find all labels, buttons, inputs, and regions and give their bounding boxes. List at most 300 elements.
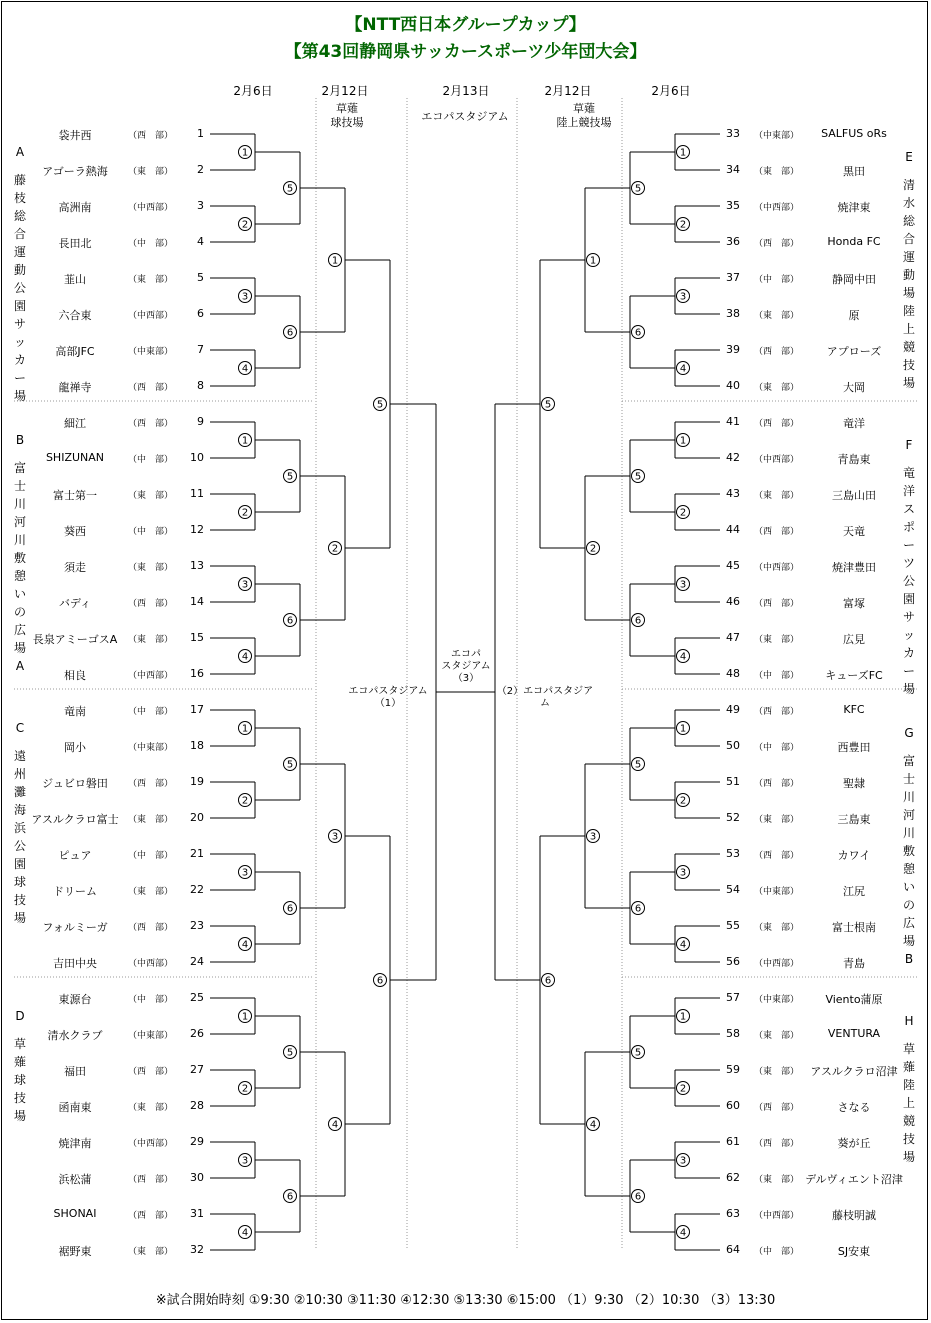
svg-text:5: 5 (286, 471, 294, 483)
svg-text:6: 6 (634, 615, 642, 627)
team-region: （東 部） (754, 1031, 800, 1041)
team-region: （西 部） (128, 1211, 174, 1221)
kickoff-times-note: ※試合開始時刻 ①9:30 ②10:30 ③11:30 ④12:30 ⑤13:30 ⑥15:00 （1）9:30 （2）10:30 （3）13:30 (155, 1293, 776, 1308)
team-name: ピュア (58, 849, 92, 862)
team-seed: 18 (190, 739, 204, 752)
team-name: 葵西 (64, 525, 86, 538)
team-seed: 48 (726, 667, 740, 680)
team-name: Honda FC (827, 235, 881, 248)
team-region: （西 部） (754, 419, 800, 429)
team-region: （西 部） (128, 1175, 174, 1185)
team-seed: 35 (726, 199, 740, 212)
team-name: アゴーラ熱海 (42, 165, 108, 178)
svg-text:2: 2 (679, 219, 687, 231)
team-region: （東 部） (128, 167, 174, 177)
team-seed: 19 (190, 775, 204, 788)
team-seed: 2 (197, 163, 204, 176)
team-seed: 6 (197, 307, 204, 320)
svg-text:5: 5 (634, 1047, 642, 1059)
svg-text:2: 2 (589, 543, 597, 555)
group-letter: E (905, 150, 913, 164)
group-venue: 富士川河川敷憩いの広場A (13, 461, 26, 673)
team-region: （中 部） (128, 239, 174, 249)
team-name: 三島山田 (832, 489, 876, 502)
team-seed: 30 (190, 1171, 204, 1184)
team-region: （西 部） (754, 347, 800, 357)
team-name: 六合東 (58, 309, 92, 322)
right-r1-match-mark (677, 146, 690, 159)
svg-text:3: 3 (679, 1155, 687, 1167)
left-r1-match-mark (239, 866, 252, 879)
left-r1-match-mark (239, 938, 252, 951)
team-seed: 46 (726, 595, 740, 608)
team-region: （東 部） (754, 311, 800, 321)
right-r2-match-mark (632, 614, 645, 627)
team-seed: 26 (190, 1027, 204, 1040)
team-name: 江尻 (843, 885, 865, 898)
team-name: 三島東 (837, 813, 871, 826)
team-region: （東 部） (128, 887, 174, 897)
team-seed: 43 (726, 487, 740, 500)
team-seed: 58 (726, 1027, 740, 1040)
team-region: （東 部） (128, 491, 174, 501)
team-seed: 8 (197, 379, 204, 392)
team-region: （中西部） (128, 1139, 174, 1149)
right-r1-match-mark (677, 794, 690, 807)
tournament-sponsor-title: 【NTT西日本グループカップ】 (345, 15, 586, 35)
team-name: 青島 (843, 957, 865, 970)
date-right-round1: 2月6日 (651, 84, 691, 98)
team-seed: 23 (190, 919, 204, 932)
svg-text:5: 5 (286, 183, 294, 195)
team-seed: 14 (190, 595, 204, 608)
svg-text:4: 4 (241, 651, 249, 663)
svg-text:3: 3 (679, 867, 687, 879)
team-seed: 59 (726, 1063, 740, 1076)
left-r2-match-mark (284, 1046, 297, 1059)
team-name: 龍禅寺 (58, 381, 92, 394)
right-r1-match-mark (677, 578, 690, 591)
team-region: （西 部） (128, 923, 174, 933)
team-name: SJ安東 (837, 1245, 871, 1258)
right-r3-match-mark (587, 830, 600, 843)
team-name: 福田 (64, 1065, 86, 1078)
left-r2-match-mark (284, 182, 297, 195)
team-region: （東 部） (754, 167, 800, 177)
team-region: （中 部） (754, 743, 800, 753)
left-r4-match-mark (374, 398, 387, 411)
team-seed: 37 (726, 271, 740, 284)
team-name: 静岡中田 (832, 273, 876, 286)
team-region: （東 部） (128, 275, 174, 285)
team-name: 富士第一 (53, 489, 97, 502)
team-region: （東 部） (754, 491, 800, 501)
team-seed: 41 (726, 415, 740, 428)
svg-text:4: 4 (241, 939, 249, 951)
team-seed: 4 (197, 235, 204, 248)
left-r2-match-mark (284, 470, 297, 483)
svg-text:1: 1 (241, 723, 249, 735)
team-name: 高洲南 (58, 201, 92, 214)
team-region: （西 部） (754, 1139, 800, 1149)
team-seed: 56 (726, 955, 740, 968)
team-seed: 31 (190, 1207, 204, 1220)
svg-text:3: 3 (589, 831, 597, 843)
team-region: （中東部） (754, 887, 800, 897)
group-letter: H (904, 1014, 914, 1028)
team-name: KFC (843, 703, 865, 716)
right-r2-match-mark (632, 1046, 645, 1059)
team-name: 高部JFC (55, 345, 95, 358)
team-name: 竜南 (64, 705, 86, 718)
team-seed: 64 (726, 1243, 740, 1256)
team-seed: 53 (726, 847, 740, 860)
right-r4-match-mark (542, 974, 555, 987)
team-seed: 42 (726, 451, 740, 464)
team-region: （中東部） (128, 347, 174, 357)
left-r2-match-mark (284, 614, 297, 627)
team-seed: 16 (190, 667, 204, 680)
svg-text:6: 6 (634, 903, 642, 915)
team-region: （西 部） (128, 599, 174, 609)
svg-text:4: 4 (331, 1119, 339, 1131)
team-seed: 57 (726, 991, 740, 1004)
team-seed: 49 (726, 703, 740, 716)
final-right-label: （2）エコパスタジアム (496, 686, 594, 709)
left-r3-match-mark (329, 1118, 342, 1131)
team-name: カワイ (837, 849, 871, 862)
svg-text:3: 3 (241, 579, 249, 591)
team-region: （西 部） (128, 419, 174, 429)
team-name: 天竜 (843, 525, 865, 538)
team-name: 富士根南 (832, 921, 876, 934)
group-letter: F (905, 438, 913, 452)
team-region: （東 部） (754, 815, 800, 825)
svg-text:6: 6 (286, 903, 294, 915)
team-name: アスルクラロ富士 (31, 813, 119, 826)
left-r1-match-mark (239, 434, 252, 447)
svg-text:2: 2 (331, 543, 339, 555)
svg-text:3: 3 (241, 291, 249, 303)
svg-text:6: 6 (286, 327, 294, 339)
team-region: （中東部） (754, 131, 800, 141)
team-region: （中 部） (128, 527, 174, 537)
svg-text:2: 2 (679, 507, 687, 519)
right-r1-match-mark (677, 506, 690, 519)
left-r3-match-mark (329, 542, 342, 555)
right-r4-match-mark (542, 398, 555, 411)
team-seed: 22 (190, 883, 204, 896)
team-seed: 3 (197, 199, 204, 212)
svg-text:5: 5 (286, 759, 294, 771)
team-name: バディ (58, 597, 92, 610)
team-seed: 38 (726, 307, 740, 320)
right-r1-match-mark (677, 938, 690, 951)
team-region: （西 部） (128, 131, 174, 141)
team-region: （中西部） (128, 203, 174, 213)
team-region: （中西部） (754, 959, 800, 969)
group-venue: 藤枝総合運動公園サッカー場 (13, 173, 26, 403)
team-name: アプローズ (826, 345, 882, 358)
left-r2-match-mark (284, 758, 297, 771)
left-r1-match-mark (239, 650, 252, 663)
group-letter: A (15, 145, 25, 159)
team-name: 富塚 (843, 597, 865, 610)
group-venue: 草薙陸上競技場 (902, 1042, 915, 1164)
left-r1-match-mark (239, 1226, 252, 1239)
svg-text:1: 1 (679, 435, 687, 447)
team-seed: 25 (190, 991, 204, 1004)
svg-text:1: 1 (589, 255, 597, 267)
team-region: （中 部） (754, 1247, 800, 1257)
team-seed: 55 (726, 919, 740, 932)
tournament-title: 【第43回静岡県サッカースポーツ少年団大会】 (284, 42, 647, 62)
svg-text:4: 4 (679, 363, 687, 375)
left-r1-match-mark (239, 218, 252, 231)
left-r1-match-mark (239, 362, 252, 375)
left-r3-match-mark (329, 254, 342, 267)
right-r1-match-mark (677, 722, 690, 735)
group-letter: B (15, 433, 25, 447)
team-seed: 61 (726, 1135, 740, 1148)
team-seed: 20 (190, 811, 204, 824)
team-name: アスルクラロ沼津 (810, 1065, 898, 1078)
right-r2-match-mark (632, 902, 645, 915)
svg-text:6: 6 (544, 975, 552, 987)
right-r1-match-mark (677, 362, 690, 375)
team-name: 聖隷 (843, 777, 865, 790)
svg-text:3: 3 (679, 291, 687, 303)
team-name: 裾野東 (58, 1245, 92, 1258)
svg-text:5: 5 (376, 399, 384, 411)
team-region: （中 部） (754, 671, 800, 681)
left-r1-match-mark (239, 578, 252, 591)
left-r3-match-mark (329, 830, 342, 843)
group-letter: D (15, 1009, 25, 1023)
right-r1-match-mark (677, 1226, 690, 1239)
team-name: デルヴィエント沼津 (805, 1173, 903, 1186)
team-seed: 11 (190, 487, 204, 500)
team-region: （中西部） (754, 563, 800, 573)
team-name: 黒田 (843, 165, 865, 178)
team-name: SHONAI (53, 1207, 97, 1220)
svg-text:1: 1 (679, 723, 687, 735)
team-region: （東 部） (754, 923, 800, 933)
team-name: 焼津東 (837, 201, 871, 214)
group-venue: 富士川河川敷憩いの広場B (902, 754, 915, 966)
team-name: 竜洋 (843, 417, 865, 430)
svg-text:4: 4 (679, 1227, 687, 1239)
left-r4-match-mark (374, 974, 387, 987)
left-r1-match-mark (239, 146, 252, 159)
date-left-round2: 2月12日 (321, 84, 369, 98)
team-seed: 24 (190, 955, 204, 968)
left-r1-match-mark (239, 794, 252, 807)
venue-left-round2: 草薙 球技場 (330, 102, 364, 129)
svg-text:2: 2 (679, 795, 687, 807)
team-seed: 12 (190, 523, 204, 536)
team-region: （西 部） (754, 599, 800, 609)
team-name: 藤枝明誠 (832, 1209, 876, 1222)
team-name: さなる (837, 1101, 871, 1114)
team-region: （東 部） (128, 815, 174, 825)
group-venue: 竜洋スポーツ公園サッカー場 (902, 466, 915, 696)
svg-text:3: 3 (331, 831, 339, 843)
team-name: 清水クラブ (47, 1029, 103, 1042)
team-seed: 39 (726, 343, 740, 356)
team-seed: 54 (726, 883, 740, 896)
team-seed: 1 (197, 127, 204, 140)
right-r2-match-mark (632, 326, 645, 339)
team-region: （西 部） (754, 1103, 800, 1113)
group-venue: 遠州灘海浜公園球技場 (13, 749, 26, 925)
team-region: （東 部） (754, 383, 800, 393)
team-region: （東 部） (128, 1103, 174, 1113)
left-r1-match-mark (239, 1154, 252, 1167)
team-region: （東 部） (754, 1067, 800, 1077)
team-region: （中西部） (754, 455, 800, 465)
right-r1-match-mark (677, 434, 690, 447)
group-letter: C (15, 721, 25, 735)
team-name: 西豊田 (837, 741, 871, 754)
svg-text:6: 6 (286, 1191, 294, 1203)
team-region: （中 部） (754, 275, 800, 285)
team-seed: 28 (190, 1099, 204, 1112)
date-right-round2: 2月12日 (544, 84, 592, 98)
team-region: （中東部） (128, 1031, 174, 1041)
team-name: 長田北 (58, 237, 92, 250)
svg-text:1: 1 (679, 147, 687, 159)
team-name: Viento蒲原 (825, 993, 883, 1006)
group-letter: G (904, 726, 914, 740)
group-venue: 草薙球技場 (13, 1037, 26, 1123)
team-seed: 27 (190, 1063, 204, 1076)
right-r1-match-mark (677, 1010, 690, 1023)
svg-text:4: 4 (679, 651, 687, 663)
team-region: （中西部） (128, 311, 174, 321)
team-region: （中東部） (754, 995, 800, 1005)
team-seed: 50 (726, 739, 740, 752)
team-region: （中東部） (128, 743, 174, 753)
team-region: （西 部） (754, 707, 800, 717)
team-region: （西 部） (754, 527, 800, 537)
team-region: （東 部） (128, 635, 174, 645)
date-center: 2月13日 (442, 84, 490, 98)
svg-text:5: 5 (544, 399, 552, 411)
team-region: （西 部） (754, 779, 800, 789)
svg-text:1: 1 (241, 1011, 249, 1023)
right-r1-match-mark (677, 866, 690, 879)
svg-text:1: 1 (331, 255, 339, 267)
team-region: （西 部） (128, 1067, 174, 1077)
team-seed: 52 (726, 811, 740, 824)
team-region: （中 部） (128, 995, 174, 1005)
left-r1-match-mark (239, 506, 252, 519)
team-name: 長泉アミーゴスA (32, 633, 118, 646)
team-seed: 44 (726, 523, 740, 536)
right-r1-match-mark (677, 650, 690, 663)
left-r1-match-mark (239, 290, 252, 303)
right-r2-match-mark (632, 182, 645, 195)
venue-right-round2: 草薙 陸上競技場 (556, 102, 612, 129)
team-seed: 33 (726, 127, 740, 140)
svg-text:2: 2 (241, 1083, 249, 1095)
team-name: ドリーム (53, 885, 97, 898)
svg-text:5: 5 (634, 183, 642, 195)
team-name: 青島東 (837, 453, 871, 466)
team-name: 大岡 (843, 381, 865, 394)
team-region: （東 部） (128, 563, 174, 573)
team-name: 細江 (64, 417, 86, 430)
svg-text:3: 3 (679, 579, 687, 591)
right-r1-match-mark (677, 1082, 690, 1095)
right-r3-match-mark (587, 1118, 600, 1131)
team-seed: 62 (726, 1171, 740, 1184)
svg-text:2: 2 (241, 219, 249, 231)
team-name: VENTURA (827, 1027, 881, 1040)
svg-text:3: 3 (241, 867, 249, 879)
left-r1-match-mark (239, 1082, 252, 1095)
team-name: 相良 (64, 669, 86, 682)
team-name: キューズFC (825, 669, 883, 682)
team-name: SALFUS oRs (821, 127, 887, 140)
team-seed: 15 (190, 631, 204, 644)
group-venue: 清水総合運動場陸上競技場 (902, 178, 915, 390)
team-name: 葵が丘 (837, 1137, 871, 1150)
team-seed: 60 (726, 1099, 740, 1112)
right-r1-match-mark (677, 1154, 690, 1167)
team-name: 岡小 (64, 741, 86, 754)
team-name: 韮山 (64, 273, 86, 286)
team-seed: 51 (726, 775, 740, 788)
right-r3-match-mark (587, 542, 600, 555)
svg-text:6: 6 (286, 615, 294, 627)
team-name: 東源台 (58, 993, 92, 1006)
team-seed: 36 (726, 235, 740, 248)
team-seed: 5 (197, 271, 204, 284)
svg-text:2: 2 (679, 1083, 687, 1095)
team-seed: 45 (726, 559, 740, 572)
team-name: 広見 (843, 633, 865, 646)
right-r1-match-mark (677, 218, 690, 231)
venue-center: エコパスタジアム (421, 110, 509, 123)
team-seed: 17 (190, 703, 204, 716)
team-region: （東 部） (754, 635, 800, 645)
svg-text:1: 1 (679, 1011, 687, 1023)
svg-text:5: 5 (286, 1047, 294, 1059)
team-region: （西 部） (128, 779, 174, 789)
svg-text:4: 4 (241, 363, 249, 375)
team-region: （西 部） (754, 851, 800, 861)
team-seed: 32 (190, 1243, 204, 1256)
svg-text:6: 6 (634, 327, 642, 339)
svg-text:5: 5 (634, 759, 642, 771)
team-name: ジュビロ磐田 (42, 777, 108, 790)
team-region: （中西部） (754, 203, 800, 213)
team-name: 浜松蒲 (58, 1173, 92, 1186)
svg-text:4: 4 (679, 939, 687, 951)
team-seed: 13 (190, 559, 204, 572)
svg-text:5: 5 (634, 471, 642, 483)
svg-text:4: 4 (589, 1119, 597, 1131)
team-name: 須走 (64, 561, 86, 574)
team-name: 原 (848, 309, 860, 322)
team-seed: 34 (726, 163, 740, 176)
left-r2-match-mark (284, 326, 297, 339)
team-name: SHIZUNAN (45, 451, 105, 464)
svg-text:1: 1 (241, 147, 249, 159)
svg-text:4: 4 (241, 1227, 249, 1239)
